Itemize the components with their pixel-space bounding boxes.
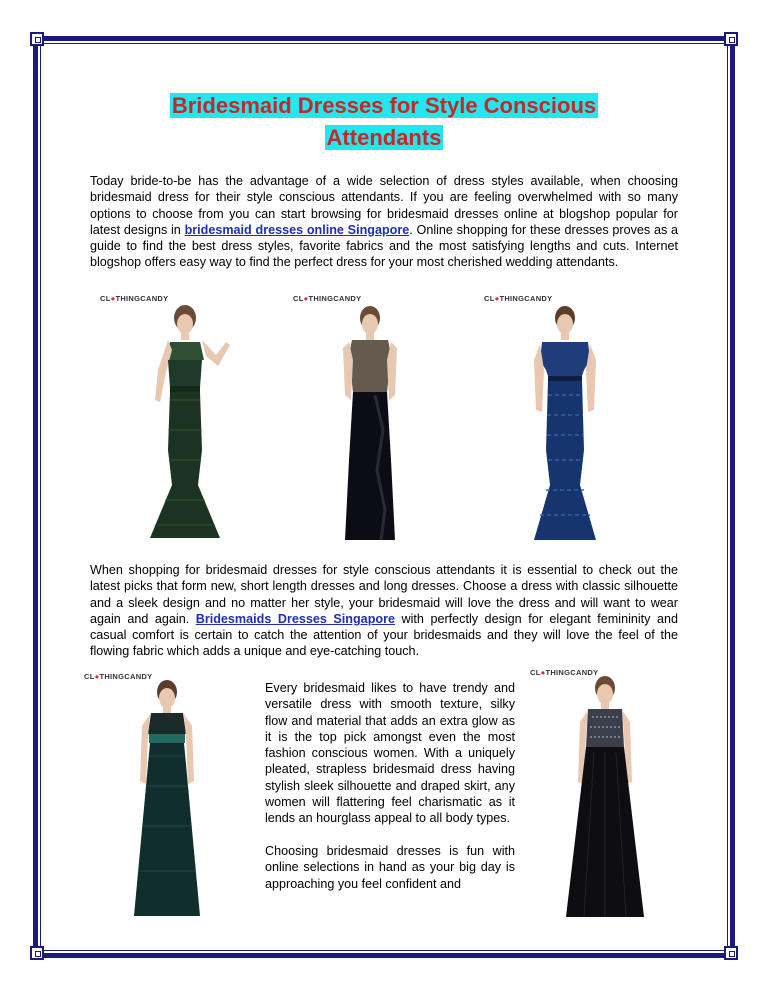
page-title: [0, 90, 768, 154]
choosing-dresses-paragraph: Choosing bridesmaid dresses is fun with online selections in hand as your big day is approaching you feel confident and: [265, 844, 515, 891]
dress-image-teal-lace-gown: [120, 676, 215, 921]
bridesmaid-dresses-online-link[interactable]: bridesmaid dresses online Singapore: [184, 222, 410, 237]
shopping-text-end: with perfectly design for elegant femininity and casual comfort is certain to catch the attention of your bridesmaids and they will love the feel of the flowing fabric which adds a unique and eye-catching touch.: [90, 611, 679, 659]
frame-corner-ornament: [30, 32, 44, 46]
bridesmaids-dresses-singapore-link[interactable]: Bridesmaids Dresses Singapore: [195, 611, 395, 626]
page-title-line2: Attendants: [326, 125, 442, 150]
brand-logo: CL●THINGCANDY: [100, 294, 169, 303]
dress-image-green-lace-mermaid: [130, 300, 240, 545]
dress-image-black-lace-chiffon: [325, 300, 415, 545]
intro-paragraph: [90, 173, 678, 271]
page-title-line1: Bridesmaid Dresses for Style Conscious: [171, 93, 597, 118]
shopping-tips-paragraph: [90, 562, 678, 660]
frame-corner-ornament: [30, 946, 44, 960]
frame-corner-ornament: [724, 946, 738, 960]
intro-text-end: . Online shopping for these dresses proves as a guide to find the best dress styles, favorite fabrics and the most satisfying lengths and cuts. Internet blogshop offers easy way to find the perfect dress for your most cherished wedding attendants.: [90, 222, 678, 270]
dress-image-black-sequin-gown: [560, 672, 650, 922]
brand-logo: CL●THINGCANDY: [530, 668, 599, 677]
brand-logo: CL●THINGCANDY: [84, 672, 153, 681]
brand-logo: CL●THINGCANDY: [484, 294, 553, 303]
shopping-text-start: When shopping for bridesmaid dresses for style conscious attendants it is essential to check out the latest picks that form new, short length dresses and long dresses. Choose a dress with classic silhouette and a sleek design and no matter her style, your bridesmaid will love the dress and will want to wear again and again.: [90, 563, 678, 626]
frame-corner-ornament: [724, 32, 738, 46]
brand-logo: CL●THINGCANDY: [293, 294, 362, 303]
dress-image-navy-lace-mermaid: [520, 300, 610, 545]
intro-text-start: Today bride-to-be has the advantage of a wide selection of dress styles available, when choosing bridesmaid dress for their style conscious attendants. If you are feeling overwhelmed with so many options to choose from you can start browsing for bridesmaid dresses online at blogshop popular for latest designs in: [90, 174, 678, 237]
trendy-dress-paragraph: Every bridesmaid likes to have trendy and versatile dress with smooth texture, silky flow and material that adds an extra glow as it is the top pick amongst even the most fashion conscious women. With a uniquely pleated, strapless bridesmaid dress having stylish sleek silhouette and draped skirt, any women will flattering feel charismatic as it lends an hourglass appeal to all body types.: [265, 681, 515, 826]
